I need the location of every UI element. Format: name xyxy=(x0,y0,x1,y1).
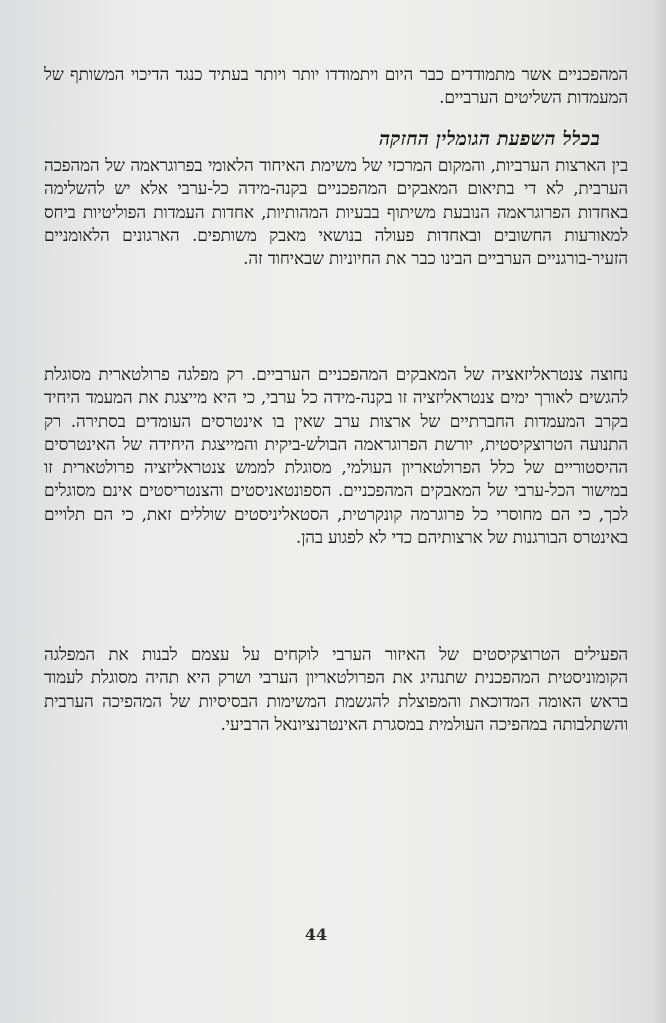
paragraph-opening: המהפכניים אשר מתמודדים כבר היום ויתמודדו יותר ויותר בעתיד כנגד הדיכוי המשותף של המעמדות השליטים הערביים. xyxy=(44,65,628,109)
page-number: 44 xyxy=(304,925,328,944)
page-edge-shadow xyxy=(652,0,666,1023)
paragraph-arab-unity: בין הארצות הערביות, והמקום המרכזי של משימת האיחוד הלאומי בפרוגראמה של המהפכה הערבית, לא די בתיאום המאבקים המהפכניים בקנה-מידה כל-ערבי אלא יש להשלימה באחדות הפרוגראמה הנובעת משיתוף בבעיות המהותיות, אחדות העמדות הפוליטיות ביחס למאורעות החשובים ובאחדות פעולה בנושאי מאבק משותפים. הארגונים הלאומניים הזעיר-בורגניים הערביים הבינו כבר את החיוניות שבאיחוד זה. xyxy=(44,156,628,270)
section-heading: בכלל השפעת הגומלין החזקה xyxy=(379,128,600,150)
paragraph-trotskyist-activists: הפעילים הטרוצקיסטים של האיזור הערבי לוקחים על עצמם לבנות את המפלגה הקומוניסטית המהפכנית שתנהיג את הפרולטאריון הערבי ושרק היא תהיה מסוגלת לעמוד בראש האומה המדוכאת והמפוצלת להגשמת המשימות הבסיסיות של המהפיכה הערבית והשתלבותה במהפיכה העולמית במסגרת האינטרנציונאל הרביעי. xyxy=(44,645,628,735)
paragraph-centralization: נחוצה צנטראליזאציה של המאבקים המהפכניים הערביים. רק מפלגה פרולטארית מסוגלת להגשים לאורך ימים צנטראליזציה זו בקנה-מידה כל ערבי, כי היא מייצגת את המעמד היחיד בקרב המעמדות החברתיים של ארצות ערב שאין בו אינטרסים העומדים בסתירה. רק התנועה הטרוצקיסטית, יורשת הפרוגראמה הבולש-ביקית והמייצגת היחידה של האינטרסים ההיסטוריים של כלל הפרולטאריון העולמי, מסוגלת לממש צנטראליזציה פרולטארית זו במישור הכל-ערבי של המאבקים המהפכניים. הספונטאניסטים והצנטריסטים אינם מסוגלים לכך, כי הם מחוסרי כל פרוגרמה קונקרטית, הסטאליניסטים שוללים זאת, כי הם תלויים באינטרס הבורגנות של ארצותיהם כדי לא לפגוע בהן. xyxy=(44,365,628,549)
